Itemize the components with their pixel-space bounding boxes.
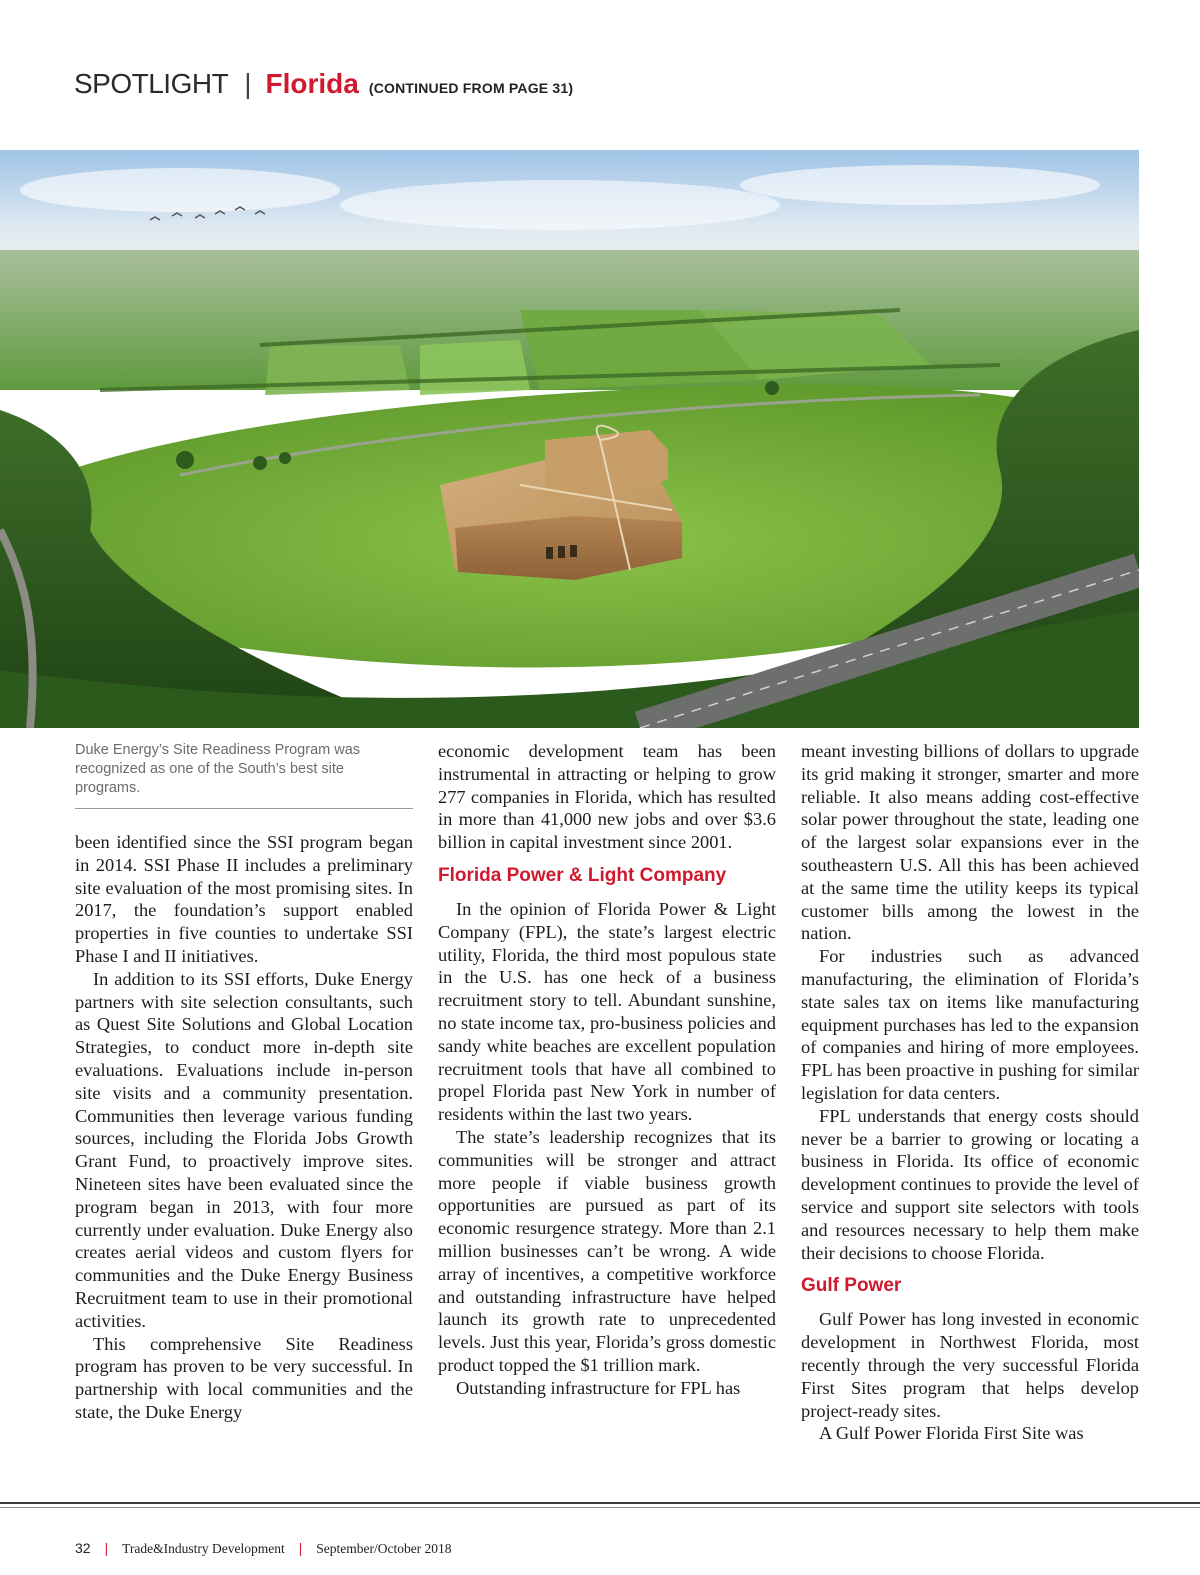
footer-rule [0, 1502, 1200, 1504]
subhead-fpl: Florida Power & Light Company [438, 864, 727, 886]
paragraph: Gulf Power has long invested in economic development in Northwest Florida, most recently through the very successful Florida First Sites program that helps develop project-ready sites. [801, 1309, 1139, 1421]
section-label: SPOTLIGHT [74, 68, 229, 99]
paragraph: In the opinion of Florida Power & Light Company (FPL), the state’s largest electric utility, Florida, the third most populous state in the U.S. has one heck of a business recruitment story to tell. Abundant sunshine, no state income tax, pro-business policies and sandy white beaches are excellent population recruitment tools that have all combined to propel Florida past New York in number of residents within the last two years. [438, 898, 776, 1125]
paragraph: In addition to its SSI efforts, Duke Energy partners with site selection consultants, such as Quest Site Solutions and Global Location Strategies, to conduct more in-depth site evaluations. Evaluations include in-person site visits and a community presentation. Communities then leverage various funding sources, including the Florida Jobs Growth Grant Fund, to proactively improve sites. Nineteen sites have been evaluated since the program began in 2013, with four more currently under evaluation. Duke Energy also creates aerial videos and custom flyers for communities and the Duke Energy Business Recruitment team to use in their promotional activities. [75, 968, 413, 1331]
paragraph: Outstanding infrastructure for FPL has [456, 1377, 741, 1398]
article-column-3 [801, 740, 1139, 1445]
paragraph: A Gulf Power Florida First Site was [819, 1423, 1084, 1444]
paragraph: FPL understands that energy costs should never be a barrier to growing or locating a business in Florida. Its office of economic development continues to provide the level of service and support site selectors with tools and resources necessary to help them make their decisions to choose Florida. [801, 1105, 1139, 1263]
subhead-gulf-power: Gulf Power [801, 1275, 902, 1297]
paragraph: economic development team has been instrumental in attracting or helping to grow 277 companies in Florida, which has resulted in more than 41,000 new jobs and over $3.6 billion in capital investment since 2001. [438, 741, 776, 853]
page-header [74, 68, 573, 108]
paragraph: been identified since the SSI program began in 2014. SSI Phase II includes a preliminary site evaluation of the most promising sites. In 2017, the foundation’s support enabled properties in five counties to undertake SSI Phase I and II initiatives. [75, 832, 413, 966]
page-footer [75, 1540, 452, 1557]
publication-name: Trade&Industry Development [122, 1541, 285, 1556]
continued-note: (CONTINUED FROM PAGE 31) [368, 80, 574, 96]
paragraph: The state’s leadership recognizes that its communities will be stronger and attract more people if viable business growth opportunities are pursued as part of its economic resurgence strategy. More than 2.1 million businesses can’t be wrong. A wide array of incentives, a competitive workforce and outstanding infrastructure have helped launch its growth rate to unprecedented levels. Just this year, Florida’s gross domestic product topped the $1 trillion mark. [438, 1126, 776, 1375]
paragraph: meant investing billions of dollars to upgrade its grid making it stronger, smarter and more reliable. It also means adding cost-effective solar power throughout the state, leading one of the largest solar expansions ever in the southeastern U.S. All this has been achieved at the same time the utility keeps its typical customer bills among the lowest in the nation. [801, 741, 1139, 944]
article-column-2 [438, 740, 776, 1400]
issue-date: September/October 2018 [316, 1541, 452, 1556]
footer-separator: | [104, 1541, 109, 1556]
state-title: Florida [265, 68, 359, 99]
paragraph: This comprehensive Site Readiness program has proven to be very successful. In partnership with local communities and the state, the Duke Energy [75, 1333, 413, 1422]
footer-rule-thin [0, 1507, 1200, 1508]
header-separator: | [244, 68, 252, 99]
footer-separator: | [298, 1541, 303, 1556]
paragraph: For industries such as advanced manufacturing, the elimination of Florida’s state sales tax on items like manufacturing equipment purchases has led to the expansion of companies and hiring of more employees. FPL has been proactive in pushing for similar legislation for data centers. [801, 946, 1139, 1103]
image-caption: Duke Energy’s Site Readiness Program was recognized as one of the South’s best site programs. [75, 742, 361, 796]
page-number: 32 [75, 1540, 91, 1556]
hero-image [0, 150, 1139, 728]
caption-divider [75, 808, 413, 809]
article-column-1 [75, 831, 413, 1424]
